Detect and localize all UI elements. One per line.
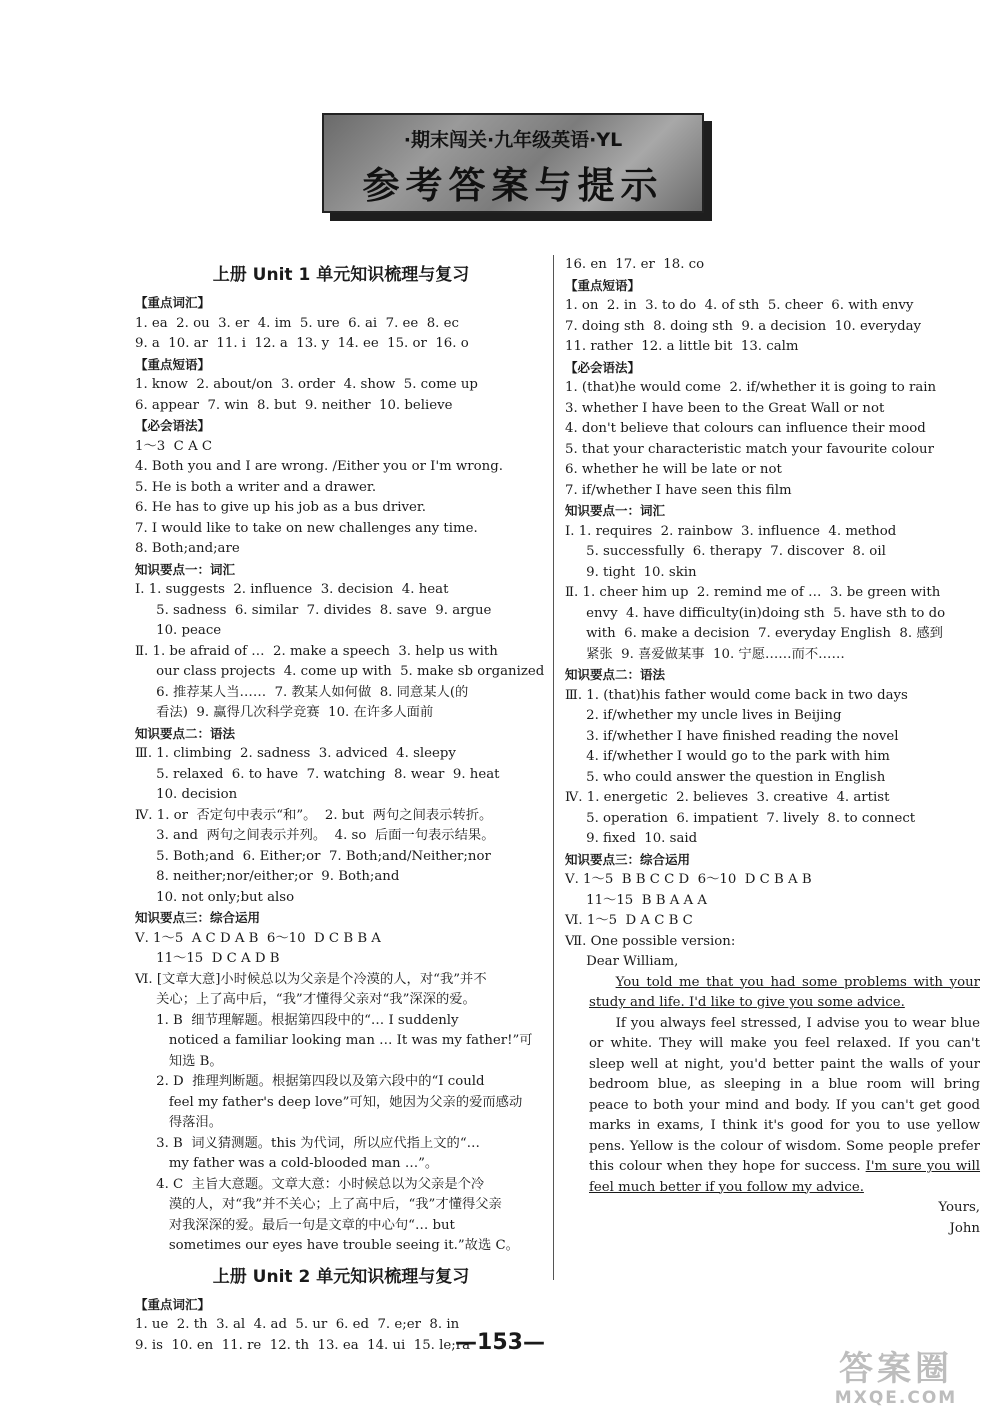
- answer-line: 紧张 9. 喜爱做某事 10. 宁愿……而不……: [565, 646, 845, 662]
- unit2-title: 上册 Unit 2 单元知识梳理与复习: [212, 1266, 470, 1287]
- answer-line: Ⅴ. 1～5 B B C C D 6～10 D C B A B: [565, 872, 812, 887]
- answer-line: 5. that your characteristic match your favourite colour: [565, 441, 934, 457]
- answer-line: 4. don't believe that colours can influence their mood: [565, 421, 926, 436]
- answer-line: envy 4. have difficulty(in)doing sth 5. have sth to do: [565, 605, 946, 621]
- answer-line: 7. I would like to take on new challenges any time.: [135, 520, 478, 536]
- answer-line: 看法) 9. 赢得几次科学竞赛 10. 在许多人面前: [135, 705, 434, 720]
- answer-line: Ⅶ. One possible version:: [565, 933, 736, 949]
- letter-paragraph-2: If you always feel stressed, I advise you to wear blue or white. They will make you feel relaxed. If you can't sleep well at night, you'd better paint the walls of your bedroom blue, as sleeping in a blue room will bring peace to both your mind and body. If you can't get good marks in exams, I think it's good for you to use yellow pens. Yellow is the colour of wisdom. Some people prefer this colour when they hope for success. I'm sure you will feel much better if you follow my advice.: [589, 1015, 981, 1195]
- answer-line: 11. rather 12. a little bit 13. calm: [565, 339, 799, 354]
- section-heading: 【重点短语】: [565, 277, 641, 293]
- answer-line: 10. peace: [135, 623, 222, 638]
- answer-line: 对我深深的爱。最后一句是文章的中心句“… but: [135, 1217, 455, 1233]
- answer-line: 5. relaxed 6. to have 7. watching 8. wear 9. heat: [135, 766, 500, 782]
- answer-line: 1. ue 2. th 3. al 4. ad 5. ur 6. ed 7. e;er 8. in: [135, 1317, 460, 1332]
- right-answer-lines: [565, 255, 980, 973]
- answer-line: 10. decision: [135, 787, 238, 802]
- banner-title: 参考答案与提示: [362, 164, 664, 207]
- answer-line: 7. doing sth 8. doing sth 9. a decision 10. everyday: [565, 318, 922, 334]
- answer-line: Ⅰ. 1. requires 2. rainbow 3. influence 4. method: [565, 523, 897, 539]
- answer-line: 1. (that)he would come 2. if/whether it is going to rain: [565, 380, 937, 395]
- section-heading: 知识要点三：综合运用: [135, 910, 261, 925]
- section-heading: 知识要点一：词汇: [565, 503, 666, 518]
- answer-line: Dear William,: [565, 954, 679, 969]
- answer-line: 5. successfully 6. therapy 7. discover 8. oil: [565, 544, 886, 559]
- watermark-logo: [806, 1350, 986, 1412]
- section-heading: 【重点短语】: [135, 356, 211, 372]
- answer-line: Ⅲ. 1. (that)his father would come back in two days: [565, 687, 908, 703]
- answer-line: 9. tight 10. skin: [565, 564, 697, 580]
- letter-closing: Yours,: [938, 1200, 980, 1215]
- answer-line: 7. if/whether I have seen this film: [565, 482, 792, 498]
- answer-line: 10. not only;but also: [135, 889, 295, 905]
- answer-line: 8. neither;nor/either;or 9. Both;and: [135, 869, 400, 884]
- answer-line: 6. He has to give up his job as a bus driver.: [135, 500, 427, 515]
- answer-line: 11～15 B B A A A: [565, 892, 707, 908]
- section-heading: 知识要点一：词汇: [135, 561, 236, 577]
- answer-line: 关心；上了高中后，“我”才懂得父亲对“我”深深的爱。: [135, 992, 476, 1007]
- answer-line: 16. en 17. er 18. co: [565, 257, 705, 272]
- answer-line: 3. whether I have been to the Great Wall or not: [565, 400, 885, 416]
- answer-line: 1. know 2. about/on 3. order 4. show 5. come up: [135, 377, 478, 392]
- answer-line: 4. if/whether I would go to the park with him: [565, 749, 890, 764]
- section-heading: 【重点词汇】: [135, 295, 211, 310]
- answer-line: 漠的人，对“我”并不关心；上了高中后，“我”才懂得父亲: [135, 1197, 502, 1212]
- answer-line: Ⅲ. 1. climbing 2. sadness 3. adviced 4. sleepy: [135, 746, 456, 761]
- answer-line: 5. operation 6. impatient 7. lively 8. to connect: [565, 810, 916, 826]
- answer-line: 5. sadness 6. similar 7. divides 8. save 9. argue: [135, 602, 492, 618]
- answer-line: sometimes our eyes have trouble seeing it.”故选 C。: [135, 1238, 519, 1253]
- answer-line: 4. C 主旨大意题。文章大意：小时候总以为父亲是个冷: [135, 1176, 485, 1192]
- answer-line: 9. fixed 10. said: [565, 831, 698, 846]
- answer-line: Ⅰ. 1. suggests 2. influence 3. decision 4. heat: [135, 582, 449, 597]
- answer-line: Ⅴ. 1～5 A C D A B 6～10 D C B B A: [135, 930, 381, 946]
- column-divider: [553, 255, 554, 1280]
- answer-line: 6. whether he will be late or not: [565, 462, 782, 477]
- answer-line: 得落泪。: [135, 1115, 223, 1130]
- answer-line: 1～3 C A C: [135, 438, 213, 454]
- answer-line: 5. who could answer the question in English: [565, 769, 886, 785]
- answer-line: 6. appear 7. win 8. but 9. neither 10. believe: [135, 397, 453, 413]
- sample-letter: [565, 973, 980, 1240]
- unit1-title: 上册 Unit 1 单元知识梳理与复习: [212, 265, 470, 285]
- letter-paragraph-1: You told me that you had some problems with your study and life. I'd like to give you some advice.: [589, 974, 980, 1010]
- answer-line: 11～15 D C A D B: [135, 951, 280, 966]
- left-answer-lines: [135, 293, 547, 1257]
- answer-line: Ⅱ. 1. be afraid of … 2. make a speech 3. help us with: [135, 643, 498, 659]
- answer-line: 2. D 推理判断题。根据第四段以及第六段中的“I could: [135, 1074, 485, 1089]
- section-heading: 【必会语法】: [135, 418, 211, 433]
- answer-line: 1. on 2. in 3. to do 4. of sth 5. cheer 6. with envy: [565, 298, 914, 313]
- answer-line: 2. if/whether my uncle lives in Beijing: [565, 708, 842, 723]
- section-heading: 【重点词汇】: [135, 1296, 211, 1312]
- section-heading: 知识要点三：综合运用: [565, 851, 691, 867]
- right-column: [565, 255, 980, 1239]
- title-banner: [322, 113, 704, 213]
- banner-subtitle: ·期末闯关·九年级英语·YL: [403, 129, 623, 151]
- answer-line: 1. B 细节理解题。根据第四段中的“… I suddenly: [135, 1012, 459, 1028]
- answer-line: 9. a 10. ar 11. i 12. a 13. y 14. ee 15. or 16. o: [135, 336, 469, 351]
- answer-line: 1. ea 2. ou 3. er 4. im 5. ure 6. ai 7. ee 8. ec: [135, 315, 459, 331]
- answer-line: Ⅵ. [文章大意]小时候总以为父亲是个冷漠的人，对“我”并不: [135, 971, 487, 987]
- answer-line: 3. and 两句之间表示并列。 4. so 后面一句表示结果。: [135, 828, 495, 843]
- answer-line: with 6. make a decision 7. everyday English 8. 感到: [565, 626, 943, 641]
- letter-signature: John: [949, 1220, 980, 1236]
- answer-line: 5. He is both a writer and a drawer.: [135, 479, 377, 495]
- answer-line: 8. Both;and;are: [135, 541, 240, 556]
- watermark-top-text: 答案圈: [839, 1349, 953, 1389]
- page-number: —153—: [455, 1330, 545, 1355]
- answer-line: Ⅳ. 1. energetic 2. believes 3. creative 4. artist: [565, 790, 890, 805]
- watermark-bottom-text: MXQE.COM: [834, 1388, 958, 1408]
- answer-line: feel my father's deep love”可知，她因为父亲的爱而感动: [135, 1094, 523, 1110]
- answer-line: 4. Both you and I are wrong. /Either you or I'm wrong.: [135, 459, 503, 474]
- answer-line: my father was a cold-blooded man …”。: [135, 1156, 439, 1171]
- answer-line: 3. if/whether I have finished reading the novel: [565, 728, 899, 744]
- answer-line: Ⅱ. 1. cheer him up 2. remind me of … 3. be green with: [565, 585, 941, 600]
- answer-line: Ⅳ. 1. or 否定句中表示“和”。 2. but 两句之间表示转折。: [135, 807, 493, 823]
- answer-line: 9. is 10. en 11. re 12. th 13. ea 14. ui 15. le;ra: [135, 1337, 471, 1353]
- answer-line: 6. 推荐某人当…… 7. 教某人如何做 8. 同意某人(的: [135, 684, 469, 700]
- section-heading: 知识要点二：语法: [135, 725, 236, 741]
- answer-line: Ⅵ. 1～5 D A C B C: [565, 913, 693, 928]
- answer-line: 5. Both;and 6. Either;or 7. Both;and/Neither;nor: [135, 848, 491, 864]
- answer-line: our class projects 4. come up with 5. make sb organized: [135, 664, 545, 679]
- section-heading: 知识要点二：语法: [565, 667, 666, 682]
- left-column: [135, 255, 547, 1356]
- answer-line: 3. B 词义猜测题。this 为代词，所以应代指上文的“…: [135, 1135, 480, 1151]
- letter-underlined-sentence: I'm sure you will feel much better if you follow my advice.: [589, 1159, 981, 1195]
- section-heading: 【必会语法】: [565, 359, 641, 375]
- answer-line: 知选 B。: [135, 1053, 223, 1069]
- answer-line: noticed a familiar looking man … It was my father!”可: [135, 1033, 533, 1048]
